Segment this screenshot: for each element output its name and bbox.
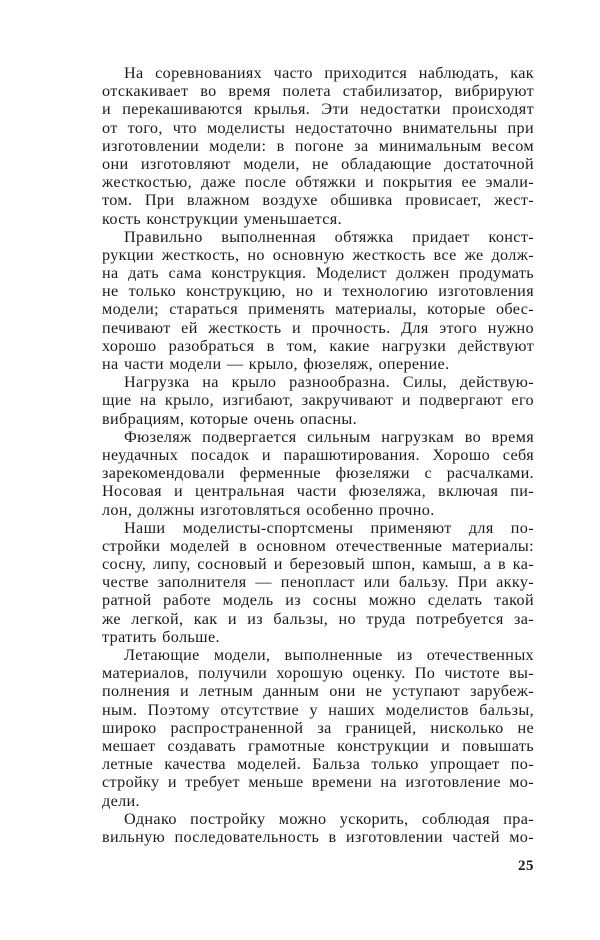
text-line: изготовлении модели: в погоне за минимальным весом — [102, 136, 534, 155]
text-line: рукции жесткость, но основную жесткость все же долж- — [102, 245, 534, 264]
text-line: На соревнованиях часто приходится наблюдать, как — [124, 64, 534, 82]
text-line: Правильно выполненная обтяжка придает конст- — [124, 227, 534, 246]
text-line: на части модели — крыло, фюзеляж, оперение. — [102, 355, 450, 373]
text-line: том. При влажном воздухе обшивка провисает, жест- — [102, 191, 534, 210]
paragraph-4 — [80, 428, 534, 519]
paragraph-7 — [80, 810, 534, 846]
text-line: сосну, липу, сосновый и березовый шпон, камыш, а в ка- — [102, 555, 534, 574]
text-line: Носовая и центральная части фюзеляжа, включая пи- — [102, 482, 534, 501]
text-line: тратить больше. — [102, 627, 220, 646]
paragraph-5 — [80, 519, 534, 646]
paragraph-6 — [80, 646, 534, 810]
text-line: материалов, получили хорошую оценку. По чистоте вы- — [102, 664, 534, 683]
paragraph-2 — [80, 228, 534, 374]
page-number: 25 — [518, 858, 534, 874]
text-line: Нагрузка на крыло разнообразна. Силы, действую- — [124, 373, 534, 392]
text-line: летные качества моделей. Бальза только упрощает по- — [102, 755, 534, 774]
text-line: честве заполнителя — пенопласт или бальзу. При акку- — [102, 573, 534, 592]
text-line: ным. Поэтому отсутствие у наших моделистов бальзы, — [102, 700, 534, 719]
text-line: жесткостью, даже после обтяжки и покрытия ее эмали- — [102, 173, 534, 192]
text-line: от того, что моделисты недостаточно внимательны при — [102, 118, 534, 137]
text-line: зарекомендовали ферменные фюзеляжи с расчалками. — [102, 464, 534, 483]
text-line: дели. — [102, 791, 140, 810]
text-line: же легкой, как и из бальзы, но труда потребуется за- — [102, 609, 534, 628]
text-line: неудачных посадок и парашютирования. Хорошо себя — [102, 445, 534, 464]
text-line: Наши моделисты-спортсмены применяют для по- — [124, 518, 534, 537]
text-line: модели; стараться применять материалы, которые обес- — [102, 300, 534, 319]
text-line: вильную последовательность в изготовлении частей мо- — [102, 827, 534, 846]
text-line: стройки моделей в основном отечественные материалы: — [102, 536, 534, 555]
text-line: отскакивает во время полета стабилизатор, вибрируют — [102, 82, 534, 101]
text-line: ратной работе модель из сосны можно сделать такой — [102, 591, 534, 610]
text-line: Фюзеляж подвергается сильным нагрузкам во время — [124, 427, 534, 446]
text-line: они изготовляют модели, не обладающие достаточной — [102, 154, 534, 173]
text-line: вибрациям, которые очень опасны. — [102, 409, 358, 428]
text-line: полнения и летным данным они не уступают зарубеж- — [102, 682, 534, 701]
paragraph-1 — [80, 64, 534, 228]
paragraph-3 — [80, 373, 534, 428]
text-line: не только конструкцию, но и технологию изготовления — [102, 282, 534, 301]
text-line: и перекашиваются крылья. Эти недостатки происходят — [102, 100, 534, 119]
text-line: Однако постройку можно ускорить, соблюдая пра- — [124, 809, 534, 828]
text-line: мешает создавать грамотные конструкции и повышать — [102, 736, 534, 755]
text-line: лон, должны изготовляться особенно прочно. — [102, 500, 435, 519]
text-line: на дать сама конструкция. Моделист должен продумать — [102, 264, 534, 283]
text-line: печивают ей жесткость и прочность. Для этого нужно — [102, 318, 534, 337]
text-line: стройку и требует меньше времени на изготовление мо- — [102, 773, 534, 792]
text-line: широко распространенной за границей, нисколько не — [102, 718, 534, 737]
text-line: Летающие модели, выполненные из отечественных — [124, 646, 534, 664]
text-line: кость конструкции уменьшается. — [102, 209, 342, 228]
text-line: хорошо разобраться в том, какие нагрузки действуют — [102, 336, 534, 355]
text-line: щие на крыло, изгибают, закручивают и подвергают его — [102, 391, 534, 410]
page-body — [80, 64, 534, 846]
